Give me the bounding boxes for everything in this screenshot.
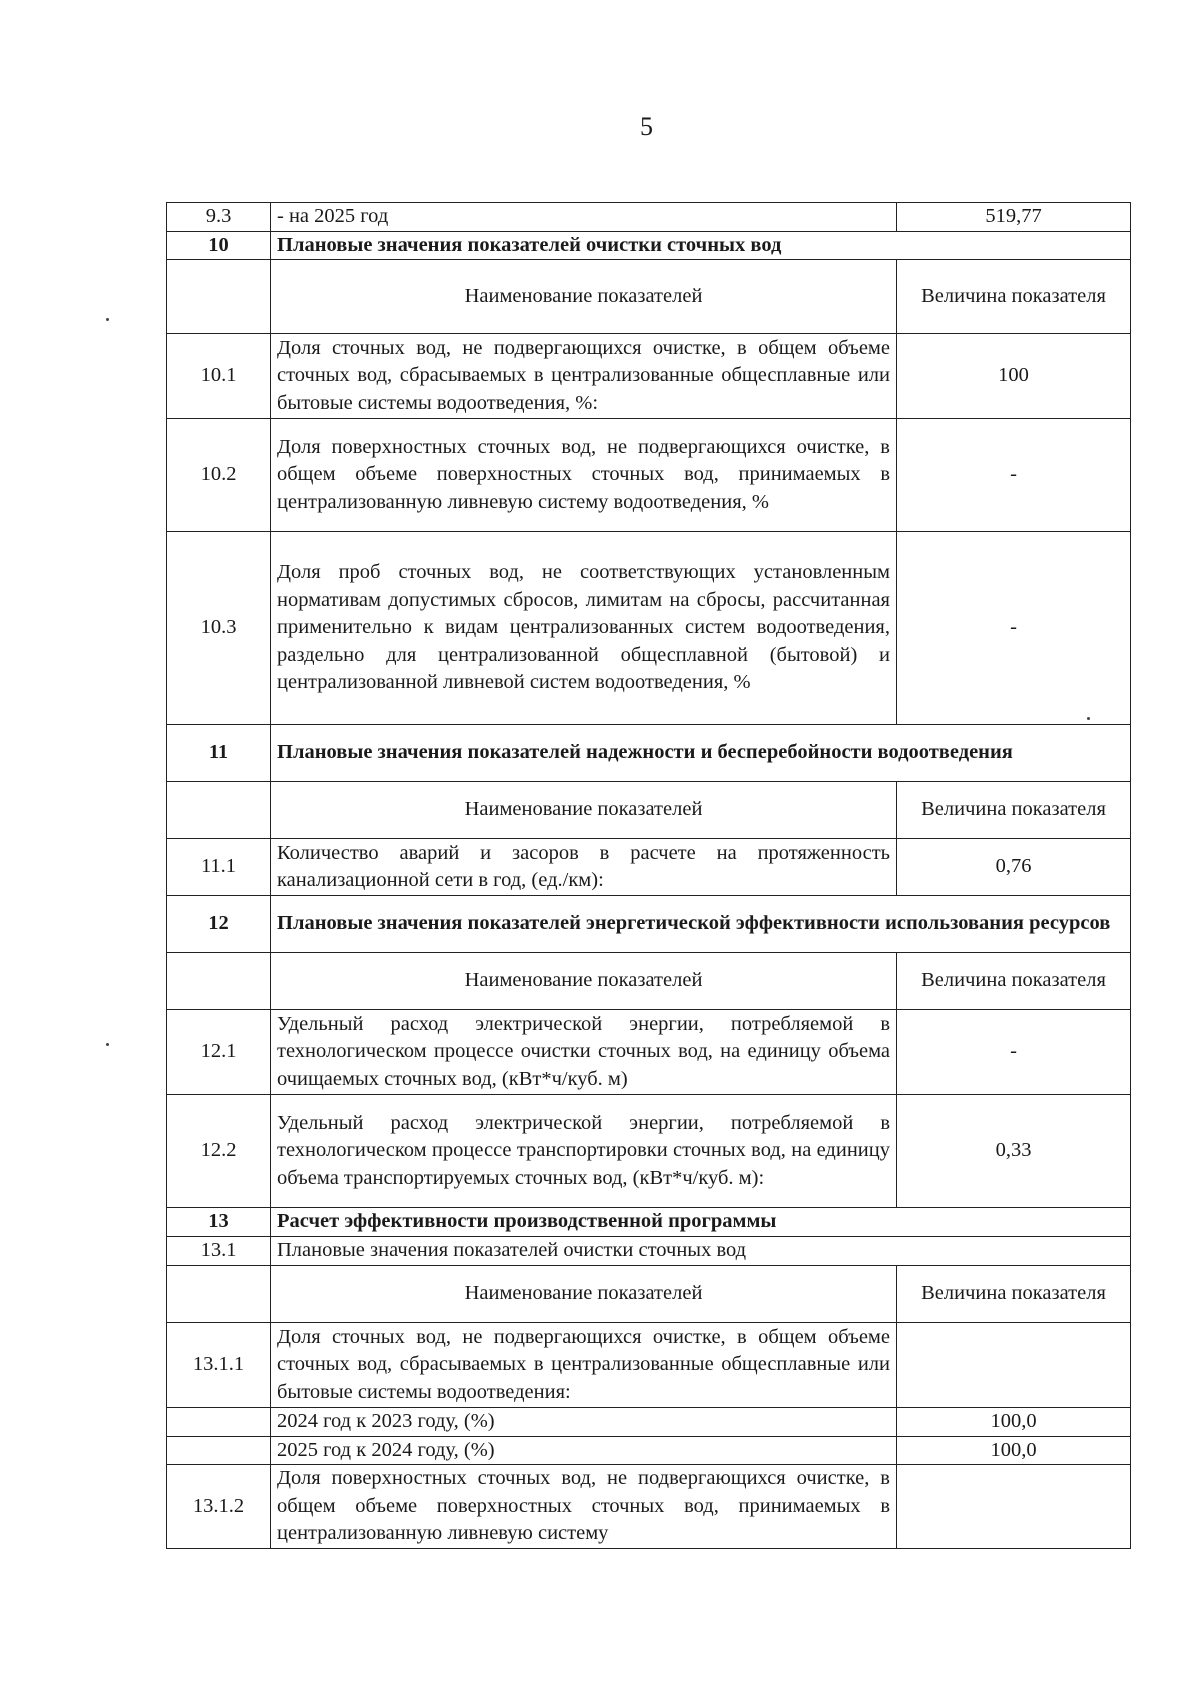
header-row	[167, 1266, 1131, 1323]
row-value	[897, 1465, 1131, 1549]
table-row	[167, 1095, 1131, 1208]
row-value: 519,77	[897, 203, 1131, 232]
header-row	[167, 782, 1131, 839]
row-description: Количество аварий и засоров в расчете на протяженность канализационной сети в год, (ед./км):	[271, 839, 897, 896]
row-number: 12.2	[167, 1095, 271, 1208]
column-header-value: Величина показателя	[897, 953, 1131, 1010]
column-header-name: Наименование показателей	[271, 1266, 897, 1323]
table-row	[167, 1408, 1131, 1437]
table-row	[167, 1323, 1131, 1408]
section-number: 10	[167, 231, 271, 260]
scan-speck	[106, 318, 109, 321]
section-number: 12	[167, 896, 271, 953]
column-header-name: Наименование показателей	[271, 782, 897, 839]
empty-cell	[167, 260, 271, 334]
row-description: Удельный расход электрической энергии, потребляемой в технологическом процессе очистки сточных вод, на единицу объема очищаемых сточных вод, (кВт*ч/куб. м)	[271, 1010, 897, 1095]
section-row	[167, 1208, 1131, 1237]
row-number: 10.2	[167, 419, 271, 532]
row-number: 10.1	[167, 334, 271, 419]
table-row	[167, 1436, 1131, 1465]
row-number: 12.1	[167, 1010, 271, 1095]
row-description: Доля сточных вод, не подвергающихся очистке, в общем объеме сточных вод, сбрасываемых в централизованные общесплавные или бытовые системы водоотведения, %:	[271, 334, 897, 419]
column-header-value: Величина показателя	[897, 260, 1131, 334]
column-header-value: Величина показателя	[897, 782, 1131, 839]
section-number: 11	[167, 725, 271, 782]
table-row	[167, 334, 1131, 419]
row-value: 0,33	[897, 1095, 1131, 1208]
scan-speck	[106, 1043, 109, 1046]
section-number: 13	[167, 1208, 271, 1237]
row-number: 13.1	[167, 1237, 271, 1266]
section-row	[167, 231, 1131, 260]
section-title: Плановые значения показателей очистки сточных вод	[271, 231, 1131, 260]
column-header-name: Наименование показателей	[271, 260, 897, 334]
empty-cell	[167, 953, 271, 1010]
row-value	[897, 1323, 1131, 1408]
column-header-value: Величина показателя	[897, 1266, 1131, 1323]
header-row	[167, 953, 1131, 1010]
table-row	[167, 1237, 1131, 1266]
row-value: -	[897, 1010, 1131, 1095]
indicators-table	[166, 202, 1131, 1549]
row-description: Удельный расход электрической энергии, потребляемой в технологическом процессе транспортировки сточных вод, на единицу объема транспортируемых сточных вод, (кВт*ч/куб. м):	[271, 1095, 897, 1208]
row-description: Доля проб сточных вод, не соответствующих установленным нормативам допустимых сбросов, лимитам на сбросы, рассчитанная применительно к видам централизованных систем водоотведения, раздельно для централизованной общесплавной (бытовой) и централизованной ливневой систем водоотведения, %	[271, 532, 897, 725]
row-value: 100,0	[897, 1408, 1131, 1437]
row-number: 13.1.1	[167, 1323, 271, 1408]
empty-cell	[167, 1436, 271, 1465]
table-row	[167, 419, 1131, 532]
row-description: - на 2025 год	[271, 203, 897, 232]
table-row	[167, 1465, 1131, 1549]
empty-cell	[167, 1408, 271, 1437]
row-value: -	[897, 419, 1131, 532]
table-row	[167, 839, 1131, 896]
row-number: 10.3	[167, 532, 271, 725]
row-description: 2024 год к 2023 году, (%)	[271, 1408, 897, 1437]
row-description: Доля поверхностных сточных вод, не подвергающихся очистке, в общем объеме поверхностных сточных вод, принимаемых в централизованную ливневую систему	[271, 1465, 897, 1549]
table-row	[167, 532, 1131, 725]
empty-cell	[167, 1266, 271, 1323]
section-row	[167, 896, 1131, 953]
row-value: 100,0	[897, 1436, 1131, 1465]
section-row	[167, 725, 1131, 782]
column-header-name: Наименование показателей	[271, 953, 897, 1010]
row-description: 2025 год к 2024 году, (%)	[271, 1436, 897, 1465]
row-value: -	[897, 532, 1131, 725]
row-description: Плановые значения показателей очистки сточных вод	[271, 1237, 1131, 1266]
row-description: Доля поверхностных сточных вод, не подвергающихся очистке, в общем объеме поверхностных сточных вод, принимаемых в централизованную ливневую систему водоотведения, %	[271, 419, 897, 532]
row-number: 11.1	[167, 839, 271, 896]
header-row	[167, 260, 1131, 334]
empty-cell	[167, 782, 271, 839]
section-title: Плановые значения показателей надежности и бесперебойности водоотведения	[271, 725, 1131, 782]
page-number: 5	[640, 112, 653, 141]
section-title: Плановые значения показателей энергетической эффективности использования ресурсов	[271, 896, 1131, 953]
row-number: 9.3	[167, 203, 271, 232]
table-row	[167, 203, 1131, 232]
row-value: 100	[897, 334, 1131, 419]
row-description: Доля сточных вод, не подвергающихся очистке, в общем объеме сточных вод, сбрасываемых в централизованные общесплавные или бытовые системы водоотведения:	[271, 1323, 897, 1408]
section-title: Расчет эффективности производственной программы	[271, 1208, 1131, 1237]
row-number: 13.1.2	[167, 1465, 271, 1549]
row-value: 0,76	[897, 839, 1131, 896]
table-row	[167, 1010, 1131, 1095]
